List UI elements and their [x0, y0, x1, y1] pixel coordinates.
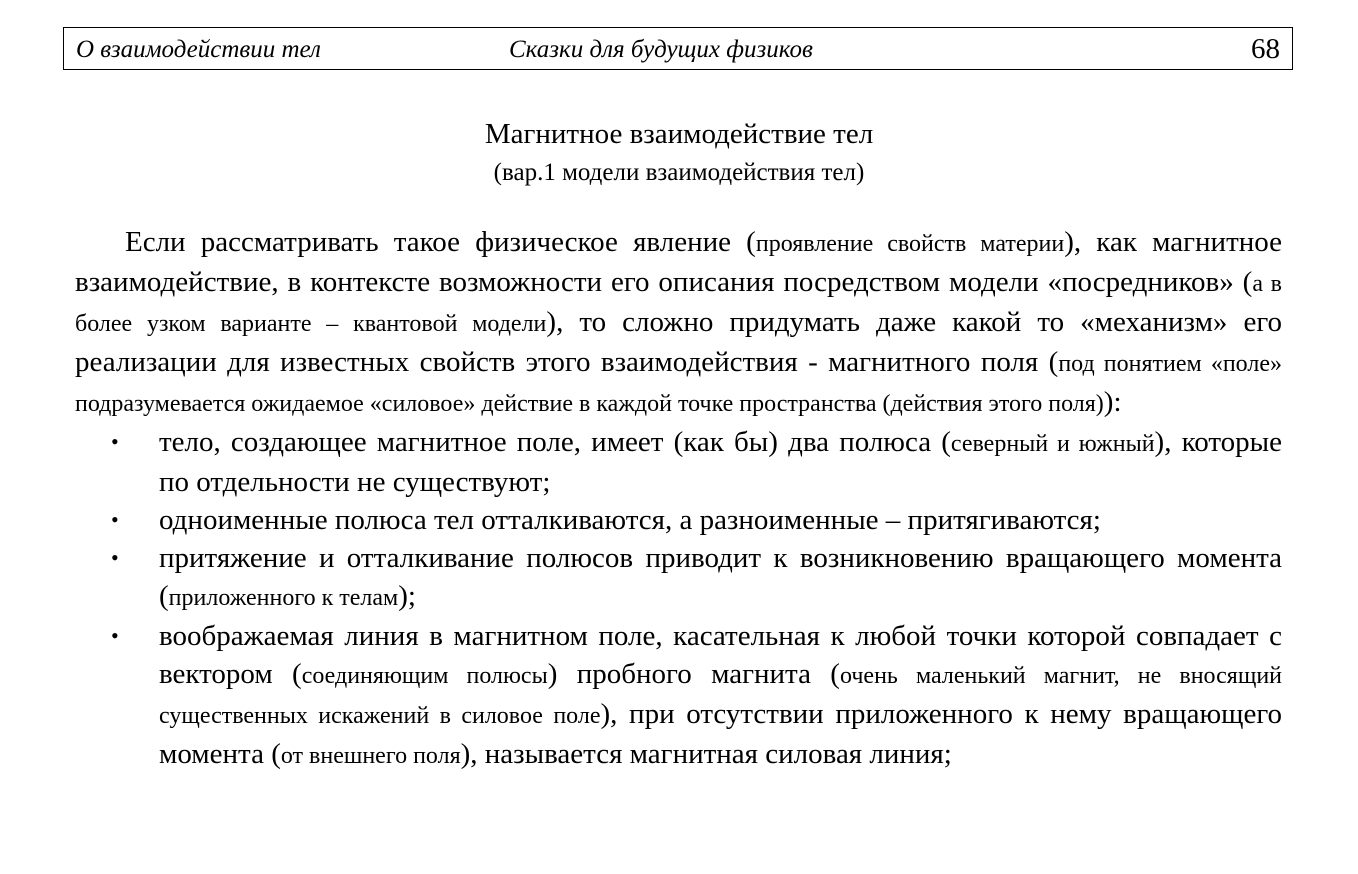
item-text: тело, создающее магнитное поле, имеет (как бы) два полюса ( [159, 426, 951, 458]
item-note: соединяющим полюсы [301, 663, 548, 689]
running-header [63, 27, 1293, 70]
item-text: одноименные полюса тел отталкиваются, а разноименные – притягиваются; [159, 504, 1101, 536]
bullet-icon: • [111, 429, 119, 454]
item-text: ), которые по отдельности не существуют; [159, 426, 1282, 498]
bullet-icon: • [111, 507, 119, 532]
item-text: воображаемая линия в магнитном поле, касательная к любой точки которой совпадает с вектором ( [159, 620, 1282, 690]
intro-note-2: а в более узком варианте – квантовой модели [75, 271, 1282, 337]
item-note: очень маленький магнит, не вносящий существенных искажений в силовое поле [159, 663, 1283, 729]
header-book-title: Сказки для будущих физиков [509, 36, 813, 63]
list-item [75, 617, 1282, 775]
item-text: ) пробного магнита ( [547, 658, 840, 690]
item-note: приложенного к телам [168, 585, 399, 611]
intro-note-3: под понятием «поле» подразумевается ожидаемое «силовое» действие в каждой точке пространства (действия этого поля) [75, 351, 1282, 417]
item-text: притяжение и отталкивание полюсов приводит к возникновению вращающего момента ( [159, 542, 1282, 612]
intro-text-3: ), то сложно придумать даже какой то «механизм» его реализации для известных свойств этого взаимодействия - магнитного поля ( [75, 306, 1282, 378]
item-text: ); [398, 580, 416, 612]
body-text [75, 223, 1282, 775]
item-note: от внешнего поля [280, 743, 461, 769]
item-text: ), при отсутствии приложенного к нему вращающего момента ( [159, 698, 1282, 770]
intro-text-4: ): [1103, 386, 1122, 418]
item-note: северный и южный [950, 431, 1155, 457]
intro-paragraph [75, 223, 1282, 423]
intro-text-1: Если рассматривать такое физическое явление ( [125, 226, 756, 258]
bullet-icon: • [111, 545, 119, 570]
section-title: Магнитное взаимодействие тел [484, 118, 874, 150]
bullet-icon: • [111, 623, 119, 648]
list-item [75, 501, 1282, 539]
section-subtitle: (вар.1 модели взаимодействия тел) [493, 159, 865, 186]
page-number: 68 [1251, 33, 1280, 65]
list-item [75, 423, 1282, 501]
item-text: ), называется магнитная силовая линия; [460, 738, 952, 770]
property-list [75, 423, 1282, 775]
list-item [75, 539, 1282, 617]
intro-note-1: проявление свойств материи [755, 231, 1065, 257]
intro-text-2: ), как магнитное взаимодействие, в контексте возможности его описания посредством модели «посредников» ( [75, 226, 1282, 298]
header-section-title: О взаимодействии тел [76, 36, 321, 63]
